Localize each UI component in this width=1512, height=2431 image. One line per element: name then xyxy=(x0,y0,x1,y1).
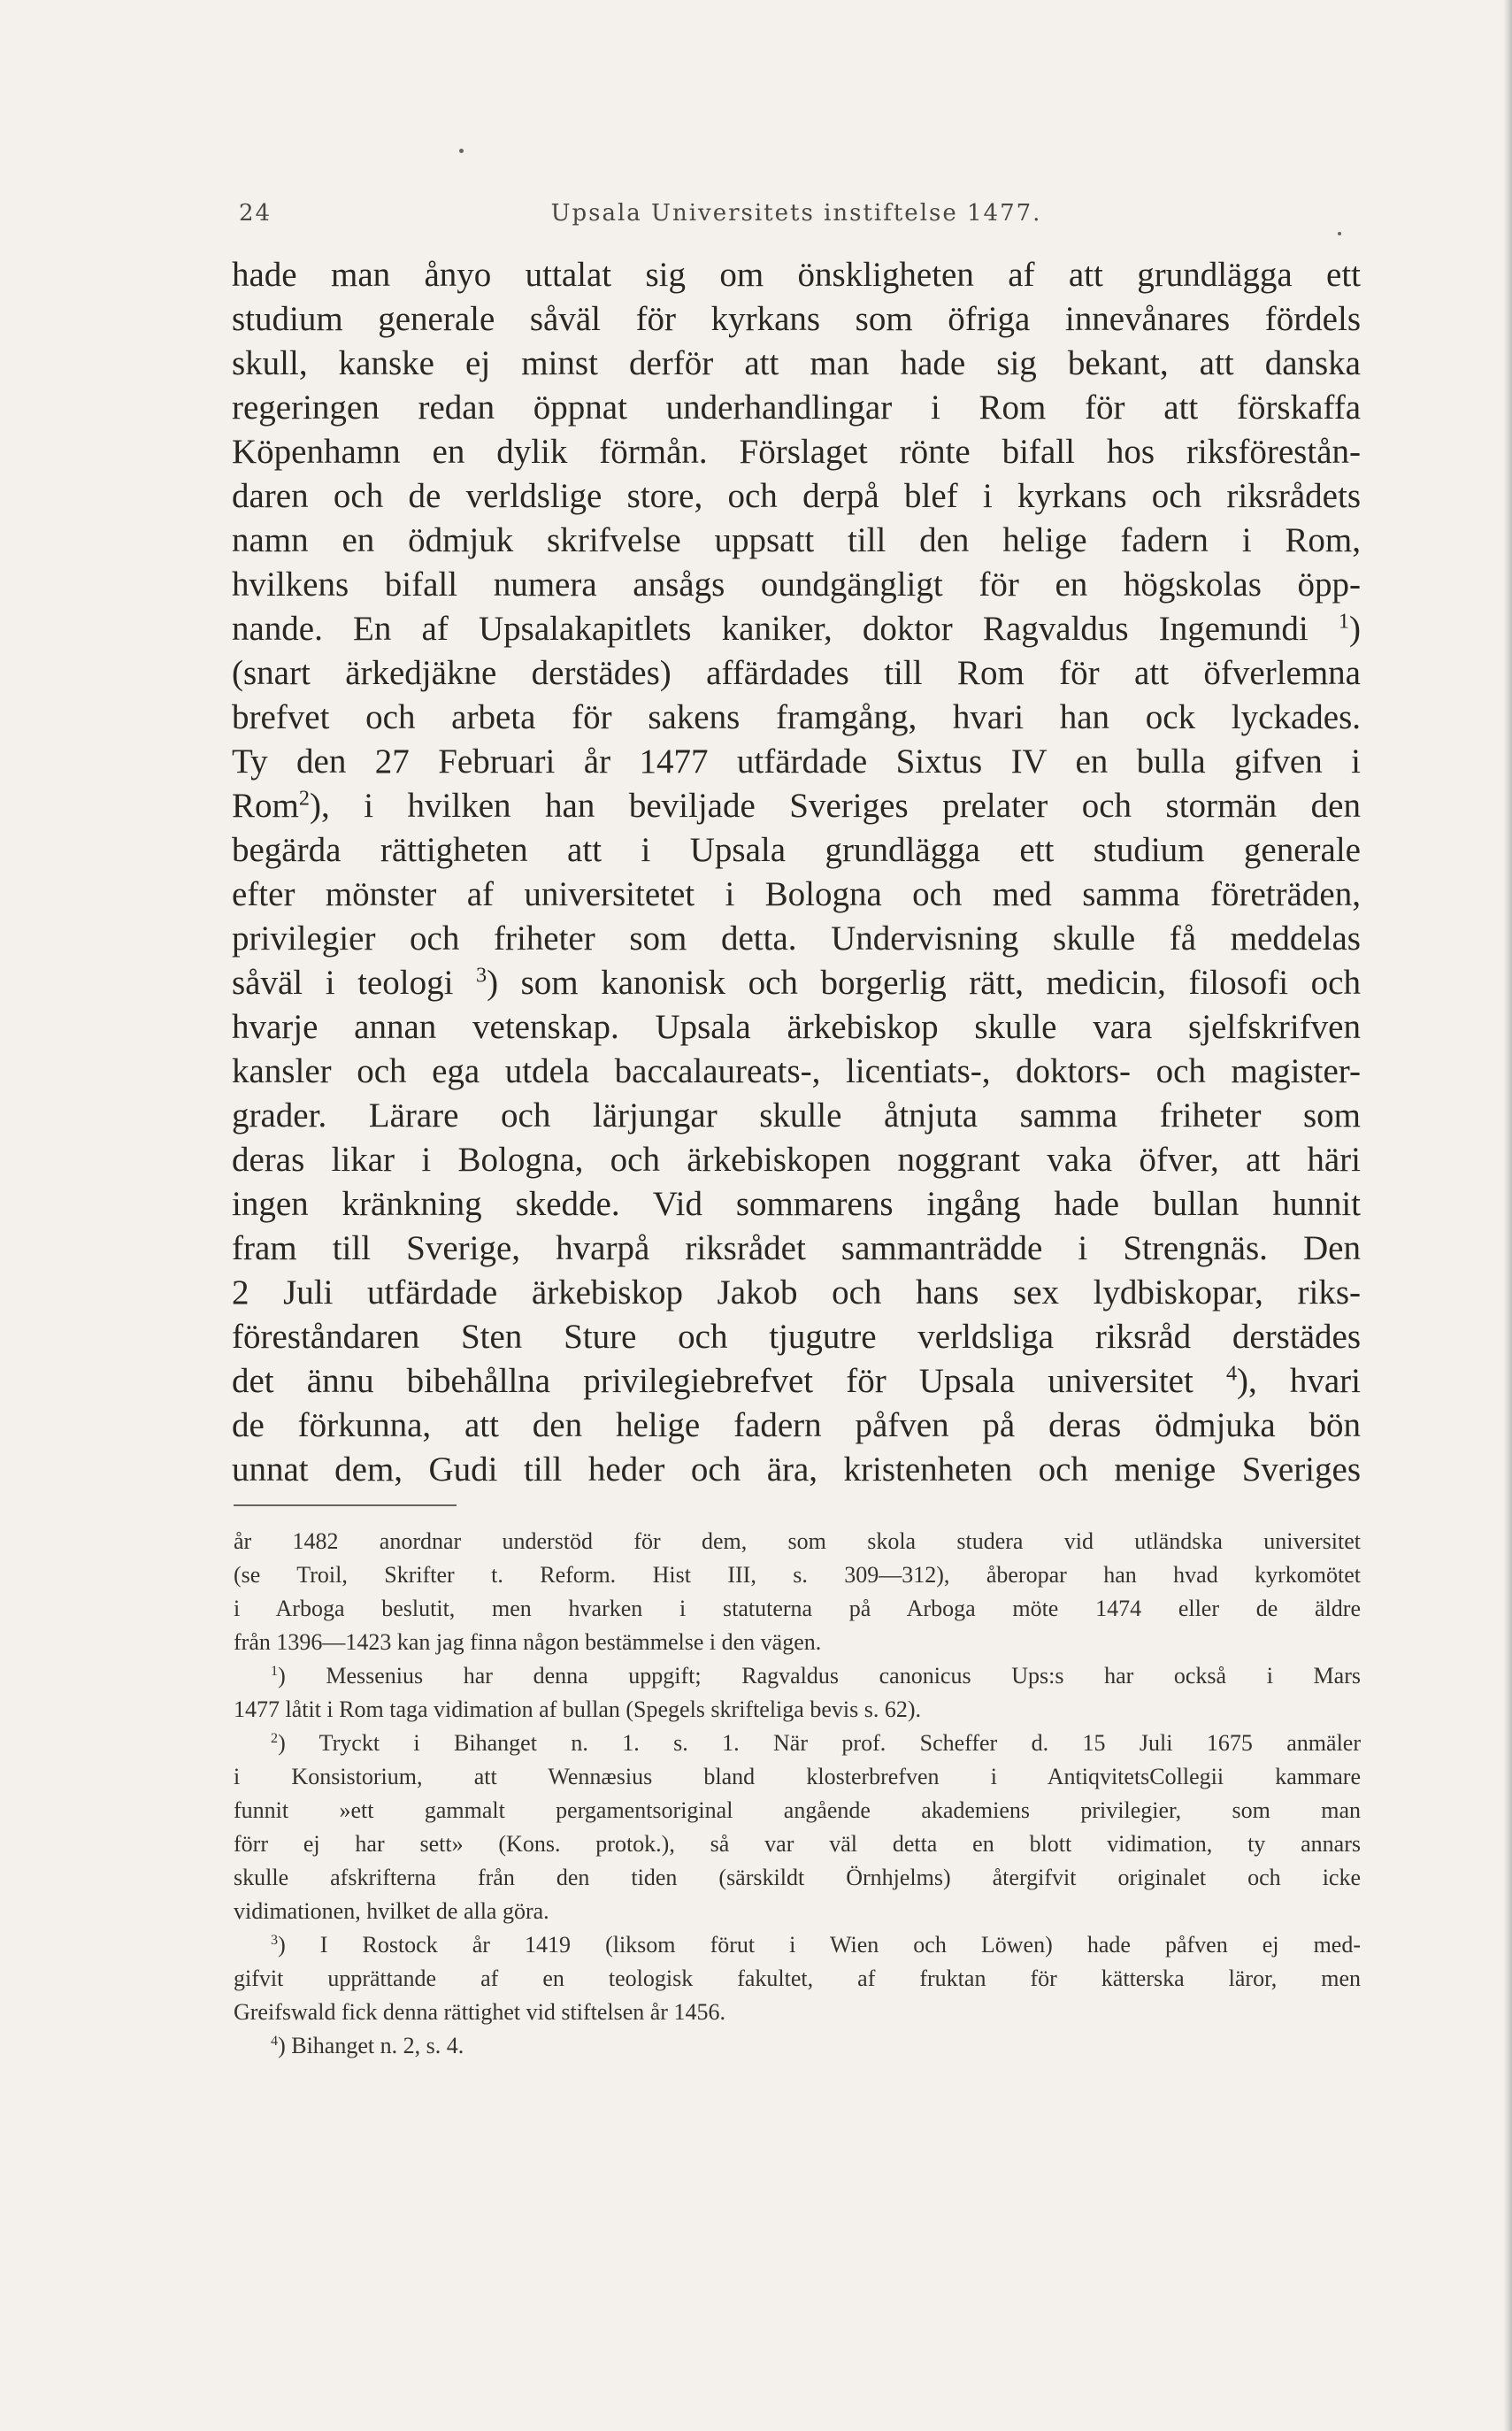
text-line: nande. En af Upsalakapitlets kaniker, doktor Ragvaldus Ingemundi $^1$) xyxy=(232,609,1362,648)
footnote-line: 1477 låtit i Rom taga vidimation af bullan (Spegels skrifteliga bevis s. 62). xyxy=(234,1696,921,1722)
text-segment: ) I Rostock år 1419 (liksom förut i Wien och Löwen) hade påfven ej med- xyxy=(278,1932,1361,1958)
footnote-ref: 4 xyxy=(1225,1361,1238,1386)
page-number: 24 xyxy=(239,200,272,227)
footnote-line: skulle afskrifterna från den tiden (särskildt Örnhjelms) återgifvit originalet och icke xyxy=(234,1865,1361,1890)
footnote-2 xyxy=(234,1727,1361,1760)
footnote-line: förr ej har sett» (Kons. protok.), så var väl detta en blott vidimation, ty annars xyxy=(234,1831,1361,1857)
footnote-ref: 3 xyxy=(475,963,487,988)
text-segment: Rom xyxy=(232,787,299,825)
text-line: deras likar i Bologna, och ärkebiskopen noggrant vaka öfver, att häri xyxy=(232,1141,1361,1179)
text-line: kansler och ega utdela baccalaureats-, licentiats-, doktors- och magister- xyxy=(232,1052,1361,1090)
text-line: daren och de verldslige store, och derpå blef i kyrkans och riksrådets xyxy=(232,477,1361,515)
footnote-line: från 1396—1423 kan jag finna någon bestämmelse i den vägen. xyxy=(234,1629,822,1655)
footnote-line: i Konsistorium, att Wennæsius bland klosterbrefven i AntiqvitetsCollegii kammare xyxy=(234,1764,1361,1789)
text-line: Rom$^2$), i hvilken han beviljade Sveriges prelater och stormän den xyxy=(232,786,1361,825)
text-line: fram till Sverige, hvarpå riksrådet sammanträdde i Strengnäs. Den xyxy=(232,1229,1361,1267)
footnotes xyxy=(234,1525,1361,2063)
text-line: regeringen redan öppnat underhandlingar i Rom för att förskaffa xyxy=(232,388,1361,427)
text-line: hade man ånyo uttalat sig om önskligheten af att grundlägga ett xyxy=(232,256,1361,294)
text-line: brefvet och arbeta för sakens framgång, hvari han ock lyckades. xyxy=(232,698,1361,736)
text-line: studium generale såväl för kyrkans som öfriga innevånares fördels xyxy=(232,300,1361,338)
text-line xyxy=(232,1359,1361,1404)
footnote-line: i Arboga beslutit, men hvarken i statuterna på Arboga möte 1474 eller de äldre xyxy=(234,1596,1361,1621)
paper-speck xyxy=(459,149,464,153)
footnote-line: (se Troil, Skrifter t. Reform. Hist III, s. 309—312), åberopar han hvad kyrkomötet xyxy=(234,1562,1361,1588)
text-line: efter mönster af universitetet i Bologna och med samma företräden, xyxy=(232,875,1361,913)
footnote-ref: 2 xyxy=(298,786,310,811)
text-line: grader. Lärare och lärjungar skulle åtnjuta samma friheter som xyxy=(232,1096,1361,1135)
footnote-line: funnit »ett gammalt pergamentsoriginal angående akademiens privilegier, som man xyxy=(234,1797,1361,1823)
text-line: de förkunna, att den helige fadern påfven på deras ödmjuka bön xyxy=(232,1406,1361,1444)
footnote-ref: 1 xyxy=(1338,609,1350,634)
footnote-marker: 1 xyxy=(271,1664,279,1680)
text-line: Ty den 27 Februari år 1477 utfärdade Sixtus IV en bulla gifven i xyxy=(232,742,1361,781)
text-segment: ), hvari xyxy=(1237,1362,1362,1400)
page-edge-shadow xyxy=(1503,0,1512,2431)
footnote-line: gifvit upprättande af en teologisk fakultet, af fruktan för kätterska läror, men xyxy=(234,1966,1361,1991)
footnote-line: Greifswald fick denna rättighet vid stiftelsen år 1456. xyxy=(234,1999,725,2025)
footnote-rule xyxy=(234,1504,457,1506)
text-segment: ) Messenius har denna uppgift; Ragvaldus canonicus Ups:s har också i Mars xyxy=(278,1663,1361,1689)
footnote-marker: 4 xyxy=(271,2034,279,2050)
text-segment: ) Tryckt i Bihanget n. 1. s. 1. När prof. Scheffer d. 15 Juli 1675 anmäler xyxy=(278,1730,1361,1756)
text-line: hvarje annan vetenskap. Upsala ärkebiskop skulle vara sjelfskrifven xyxy=(232,1008,1361,1046)
footnote-3 xyxy=(234,1928,1361,1962)
footnote-marker: 3 xyxy=(271,1933,279,1949)
text-line: såväl i teologi $^3$) som kanonisk och borgerlig rätt, medicin, filosofi och xyxy=(232,963,1361,1002)
text-segment: ) Bihanget n. 2, s. 4. xyxy=(278,2033,464,2058)
main-text xyxy=(232,253,1361,1492)
text-segment: såväl i teologi xyxy=(232,964,454,1002)
footnote-1 xyxy=(234,1659,1361,1693)
text-line: skull, kanske ej minst derför att man hade sig bekant, att danska xyxy=(232,344,1361,382)
text-line: föreståndaren Sten Sture och tjugutre verldsliga riksråd derstädes xyxy=(232,1318,1361,1356)
text-segment: nande. En af Upsalakapitlets kaniker, doktor Ragvaldus Ingemundi xyxy=(232,610,1309,648)
text-line: (snart ärkedjäkne derstädes) affärdades till Rom för att öfverlemna xyxy=(232,654,1361,692)
footnote-line: år 1482 anordnar understöd för dem, som skola studera vid utländska universitet xyxy=(234,1528,1361,1554)
footnote-4 xyxy=(234,2029,1361,2063)
text-line: begärda rättigheten att i Upsala grundlägga ett studium generale xyxy=(232,831,1361,869)
text-line: ingen kränkning skedde. Vid sommarens ingång hade bullan hunnit xyxy=(232,1185,1361,1223)
text-line: 2 Juli utfärdade ärkebiskop Jakob och hans sex lydbiskopar, riks- xyxy=(232,1273,1361,1312)
text-line: privilegier och friheter som detta. Undervisning skulle få meddelas xyxy=(232,919,1361,958)
text-segment: det ännu bibehållna privilegiebrefvet för Upsala universitet xyxy=(232,1362,1193,1400)
text-line: hvilkens bifall numera ansågs oundgängligt för en högskolas öpp- xyxy=(232,565,1361,604)
text-segment: , i hvilken han beviljade Sveriges prelater och stormän den xyxy=(320,787,1361,825)
text-line: namn en ödmjuk skrifvelse uppsatt till den helige fadern i Rom, xyxy=(232,521,1361,559)
footnote-marker: 2 xyxy=(271,1731,279,1747)
running-header xyxy=(235,200,1357,235)
text-segment: som kanonisk och borgerlig rätt, medicin, filosofi och xyxy=(498,964,1361,1002)
text-line: unnat dem, Gudi till heder och ära, kristenheten och menige Sveriges xyxy=(232,1450,1361,1489)
running-title: Upsala Universitets instiftelse 1477. xyxy=(550,200,1042,227)
footnote-line: vidimationen, hvilket de alla göra. xyxy=(234,1898,549,1924)
text-line: Köpenhamn en dylik förmån. Förslaget rönte bifall hos riksförestån- xyxy=(232,433,1361,471)
